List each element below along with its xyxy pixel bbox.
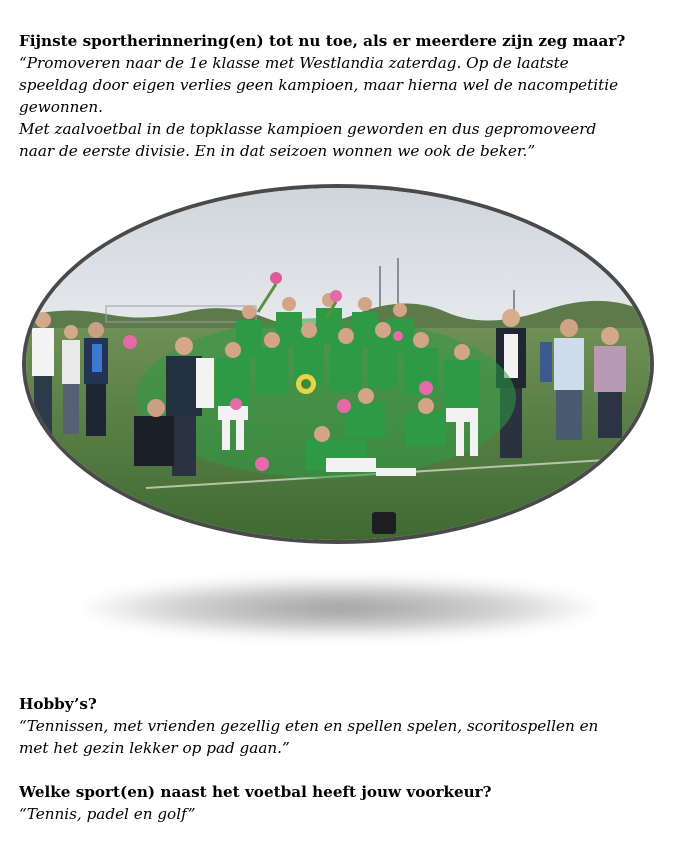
question-other-sports: Welke sport(en) naast het voetbal heeft jouw voorkeur? [19, 783, 492, 801]
answer-line: naar de eerste divisie. En in dat seizoen wonnen we ook de beker.” [19, 142, 536, 160]
section-other-sports [19, 781, 659, 825]
answer-line: “Promoveren naar de 1e klasse met Westlandia zaterdag. Op de laatste [19, 54, 569, 72]
team-photo [22, 184, 654, 544]
question-hobbies: Hobby’s? [19, 695, 97, 713]
answer-line: “Tennis, padel en golf” [19, 805, 196, 823]
answer-line: Met zaalvoetbal in de topklasse kampioen geworden en dus gepromoveerd [19, 120, 597, 138]
photo-drop-shadow [80, 578, 600, 638]
people-right [496, 309, 626, 458]
bag [372, 512, 396, 534]
answer-line: “Tennissen, met vrienden gezellig eten en spellen spelen, scoritospellen en [19, 717, 599, 735]
answer-line: met het gezin lekker op pad gaan.” [19, 739, 290, 757]
question-sport-memory: Fijnste sportherinnering(en) tot nu toe, als er meerdere zijn zeg maar? [19, 32, 626, 50]
team-photo-illustration [26, 188, 650, 540]
people-left [32, 312, 108, 436]
answer-line: speeldag door eigen verlies geen kampioen, maar hierna wel de nacompetitie [19, 76, 619, 94]
section-sport-memory [19, 30, 659, 162]
section-hobbies [19, 693, 659, 759]
answer-line: gewonnen. [19, 98, 104, 116]
